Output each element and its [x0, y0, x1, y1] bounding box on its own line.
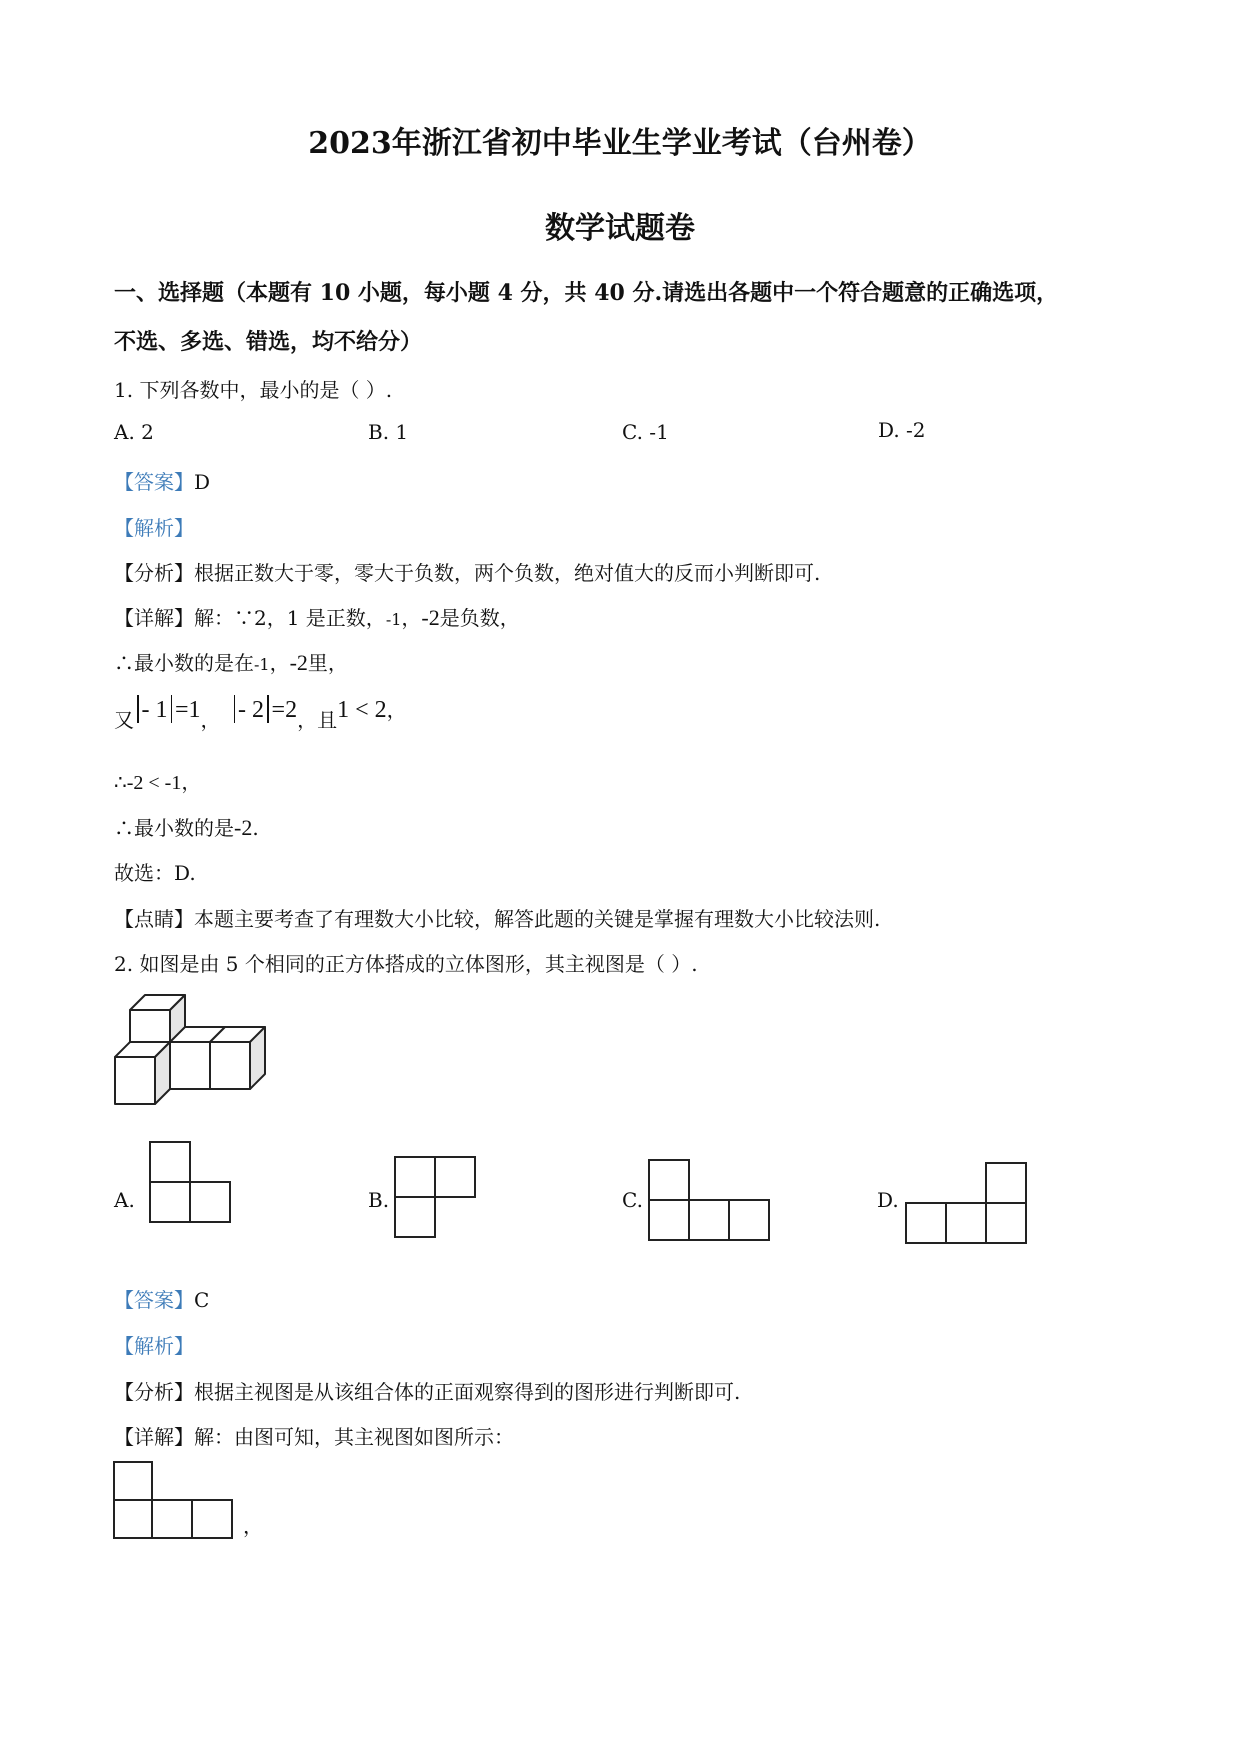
q2-option-a-figure: [148, 1140, 236, 1226]
q1-option-c: C. -1: [622, 420, 669, 444]
step2-prefix: ∴最小数的是在: [114, 651, 254, 675]
q1-step2: [114, 647, 348, 676]
answer-value: D: [194, 470, 211, 494]
xiangjie-prefix: 【详解】解：∵2，1 是正数，: [114, 606, 386, 630]
q1-option-a: A. 2: [114, 420, 154, 444]
step3-end: ，: [386, 698, 407, 722]
q1-step3: [114, 694, 407, 733]
q1-option-b: B. 1: [368, 420, 409, 444]
section-header-line1: 一、选择题（本题有 10 小题，每小题 4 分，共 40 分.请选出各题中一个符合题意的正确选项，: [114, 280, 1059, 306]
cube-figure: [110, 990, 280, 1115]
q1-xiangjie: [114, 602, 520, 631]
step2-sep: ，: [269, 651, 290, 675]
step2-suffix: 里，: [307, 651, 348, 675]
xiangjie-sep: ，: [401, 606, 422, 630]
q1-option-d: D. -2: [878, 418, 926, 442]
step4-prefix: ∴: [114, 770, 127, 794]
q2-solution-figure: [112, 1460, 236, 1540]
step3-abs2: - 2: [238, 697, 265, 723]
q2-option-c-figure: [647, 1158, 775, 1244]
q2-option-c-label: C.: [622, 1188, 643, 1212]
step3-comma1: ，: [200, 708, 221, 732]
q2-trailing-comma: ，: [243, 1514, 263, 1538]
q2-answer-line: [114, 1284, 209, 1313]
step3-eq2: =2: [271, 697, 298, 723]
step3-ineq: 1 < 2: [337, 697, 387, 723]
q2-option-d-figure: [904, 1161, 1032, 1247]
q1-fenxi: 【分析】根据正数大于零，零大于负数，两个负数，绝对值大的反而小判断即可.: [114, 561, 821, 585]
abs-bar-icon: [267, 695, 269, 723]
step3-qie: ，且: [297, 708, 338, 732]
step3-you: 又: [114, 708, 134, 732]
cube-front-face: [210, 1042, 250, 1089]
abs-bar-icon: [171, 695, 173, 723]
q2-option-b-label: B.: [368, 1188, 390, 1212]
step5-math: -2: [234, 815, 253, 840]
cube-front-face: [115, 1057, 155, 1104]
q2-fenxi: 【分析】根据主视图是从该组合体的正面观察得到的图形进行判断即可.: [114, 1380, 741, 1404]
page-title: 2023年浙江省初中毕业生学业考试（台州卷）: [308, 126, 932, 161]
xiangjie-neg2: -2: [421, 605, 440, 630]
step5-prefix: ∴最小数的是: [114, 816, 234, 840]
q1-answer-line: [114, 466, 210, 495]
step4-math: -2 < -1: [126, 772, 182, 794]
answer-value: C: [194, 1288, 210, 1312]
q2-analysis-tag: 【解析】: [114, 1334, 194, 1358]
q2-option-d-label: D.: [877, 1188, 899, 1212]
q1-analysis-tag: 【解析】: [114, 516, 194, 540]
q1-dianjing: 【点睛】本题主要考查了有理数大小比较，解答此题的关键是掌握有理数大小比较法则.: [114, 907, 881, 931]
abs-bar-icon: [234, 695, 236, 723]
cube-front-face: [170, 1042, 210, 1089]
step5-end: .: [252, 816, 259, 840]
q1-step5: [114, 812, 259, 841]
q2-stem: 2. 如图是由 5 个相同的正方体搭成的立体图形，其主视图是（ ）.: [114, 952, 698, 976]
q2-xiangjie: 【详解】解：由图可知，其主视图如图所示：: [114, 1425, 514, 1449]
q1-choice: 故选：D.: [114, 861, 196, 885]
q2-option-b-figure: [393, 1155, 481, 1241]
section-header-line2: 不选、多选、错选，均不给分）: [114, 329, 423, 355]
q1-stem: 1. 下列各数中，最小的是（ ）.: [114, 378, 393, 402]
step3-eq1: =1: [175, 697, 201, 723]
answer-tag: 【答案】: [114, 470, 194, 494]
abs-bar-icon: [137, 695, 139, 723]
step3-abs1: - 1: [141, 697, 168, 723]
page-subtitle: 数学试题卷: [545, 211, 695, 246]
step2-neg2: -2: [289, 650, 308, 675]
step4-end: ，: [181, 770, 202, 794]
q2-option-a-label: A.: [114, 1188, 135, 1212]
answer-tag: 【答案】: [114, 1288, 194, 1312]
q1-step4: [114, 766, 201, 795]
step2-neg1: -1: [254, 655, 270, 674]
xiangjie-suffix: 是负数，: [439, 606, 520, 630]
xiangjie-neg1: -1: [385, 610, 402, 629]
